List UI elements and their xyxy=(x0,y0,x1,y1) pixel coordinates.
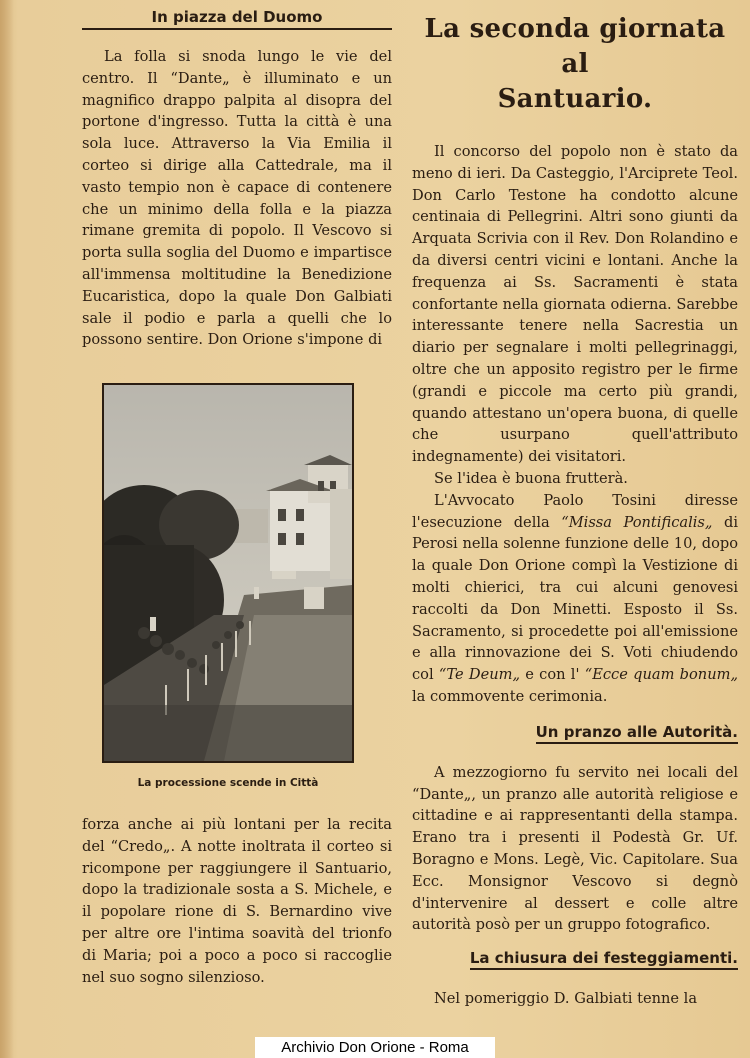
article-paragraph: La folla si snoda lungo le vie del centro. Il “Dante„ è illuminato e un magnifico drappo palpita al disopra del portone d'ingresso. Tutta la città è una sola luce. Attraverso la Via Emilia il corteo si dirige alla Cattedrale, ma il vasto tempio non è capace di contenere che un minimo della folla e la piazza rimane gremita di popolo. Il Vescovo si porta sulla soglia del Duomo e impartisce all'immensa moltitudine la Benedizione Eucaristica, dopo la quale Don Galbiati sale il podio e parla a quelli che lo possono sentire. Don Orione s'impone di xyxy=(82,48,392,349)
paragraph-text: e con l' xyxy=(520,666,585,684)
article-paragraph: forza anche ai più lontani per la recita del “Credo„. A notte inoltrata il corteo si ricompone per raggiungere il Santuario, dopo la tradizionale sosta a S. Michele, e il popolare rione di S. Bernardino vive per altre ore l'intima soavità del trionfo di Maria; poi a poco a poco si raccoglie nel suo sogno silenzioso. xyxy=(82,816,392,986)
archive-footer-label: Archivio Don Orione - Roma xyxy=(255,1037,495,1058)
work-title: “Missa Pontificalis„ xyxy=(561,513,713,531)
right-column xyxy=(412,12,738,1010)
left-column-continued xyxy=(82,814,392,988)
article-paragraph: Nel pomeriggio D. Galbiati tenne la xyxy=(434,990,698,1008)
section-heading-pranzo: Un pranzo alle Autorità. xyxy=(536,723,738,744)
procession-photo xyxy=(102,383,354,763)
procession-photo-image xyxy=(104,385,352,761)
work-title: “Ecce quam bonum„ xyxy=(584,666,738,684)
article-title xyxy=(412,12,738,117)
section-heading-piazza-duomo: In piazza del Duomo xyxy=(82,8,392,30)
page-fold-shadow xyxy=(0,0,14,1058)
article-paragraph: Il concorso del popolo non è stato da meno di ieri. Da Casteggio, l'Arciprete Teol. Don Carlo Testone ha condotto alcune centinaia di Pellegrini. Altri sono giunti da Arquata Scrivia con il Rev. Don Rolandino e da diversi centri vicini e lontani. Anche la frequenza ai Ss. Sacramenti è stata confortante nella giornata odierna. Sarebbe interessante tenere nella Sacrestia un diario per segnalare i molti pellegrinaggi, oltre che un apposito registro per le firme (grandi e piccole ma certo più grandi, quando attestano un'opera buona, di quelle che usurpano quell'attributo indegnamente) dei visitatori. xyxy=(412,143,738,466)
work-title: “Te Deum„ xyxy=(438,666,521,684)
section-heading-chiusura: La chiusura dei festeggiamenti. xyxy=(470,949,738,970)
left-column xyxy=(82,8,392,351)
section-heading-wrap xyxy=(412,722,738,744)
article-paragraph: Se l'idea è buona frutterà. xyxy=(434,469,628,487)
paragraph-text: la commovente cerimonia. xyxy=(412,687,608,705)
article-paragraph xyxy=(412,490,738,708)
article-title-line: La seconda giornata al xyxy=(424,14,726,79)
paragraph-text: L'Avvocato Paolo Tosini diresse l'esecuzione della xyxy=(412,491,738,531)
photo-caption: La processione scende in Città xyxy=(137,777,319,789)
article-paragraph: A mezzogiorno fu servito nei locali del “Dante„, un pranzo alle autorità religiose e cittadine e ai rappresentanti della stampa. Erano tra i presenti il Podestà Gr. Uf. Boragno e Mons. Legè, Vic. Capitolare. Sua Ecc. Monsignor Vescovo si degnò d'intervenire al dessert e colle altre autorità posò per un gruppo fotografico. xyxy=(412,763,738,934)
article-title-line: Santuario. xyxy=(497,84,653,114)
section-heading-wrap xyxy=(412,948,738,970)
paragraph-text: di Perosi nella solenne funzione delle 10, dopo la quale Don Orione compì la Vestizione di molti chierici, tra cui alcuni genovesi raccolti da Don Minetti. Esposto il Ss. Sacramento, si procedette poi all'emissione e alla rinnovazione dei S. Voti chiudendo col xyxy=(412,513,738,684)
